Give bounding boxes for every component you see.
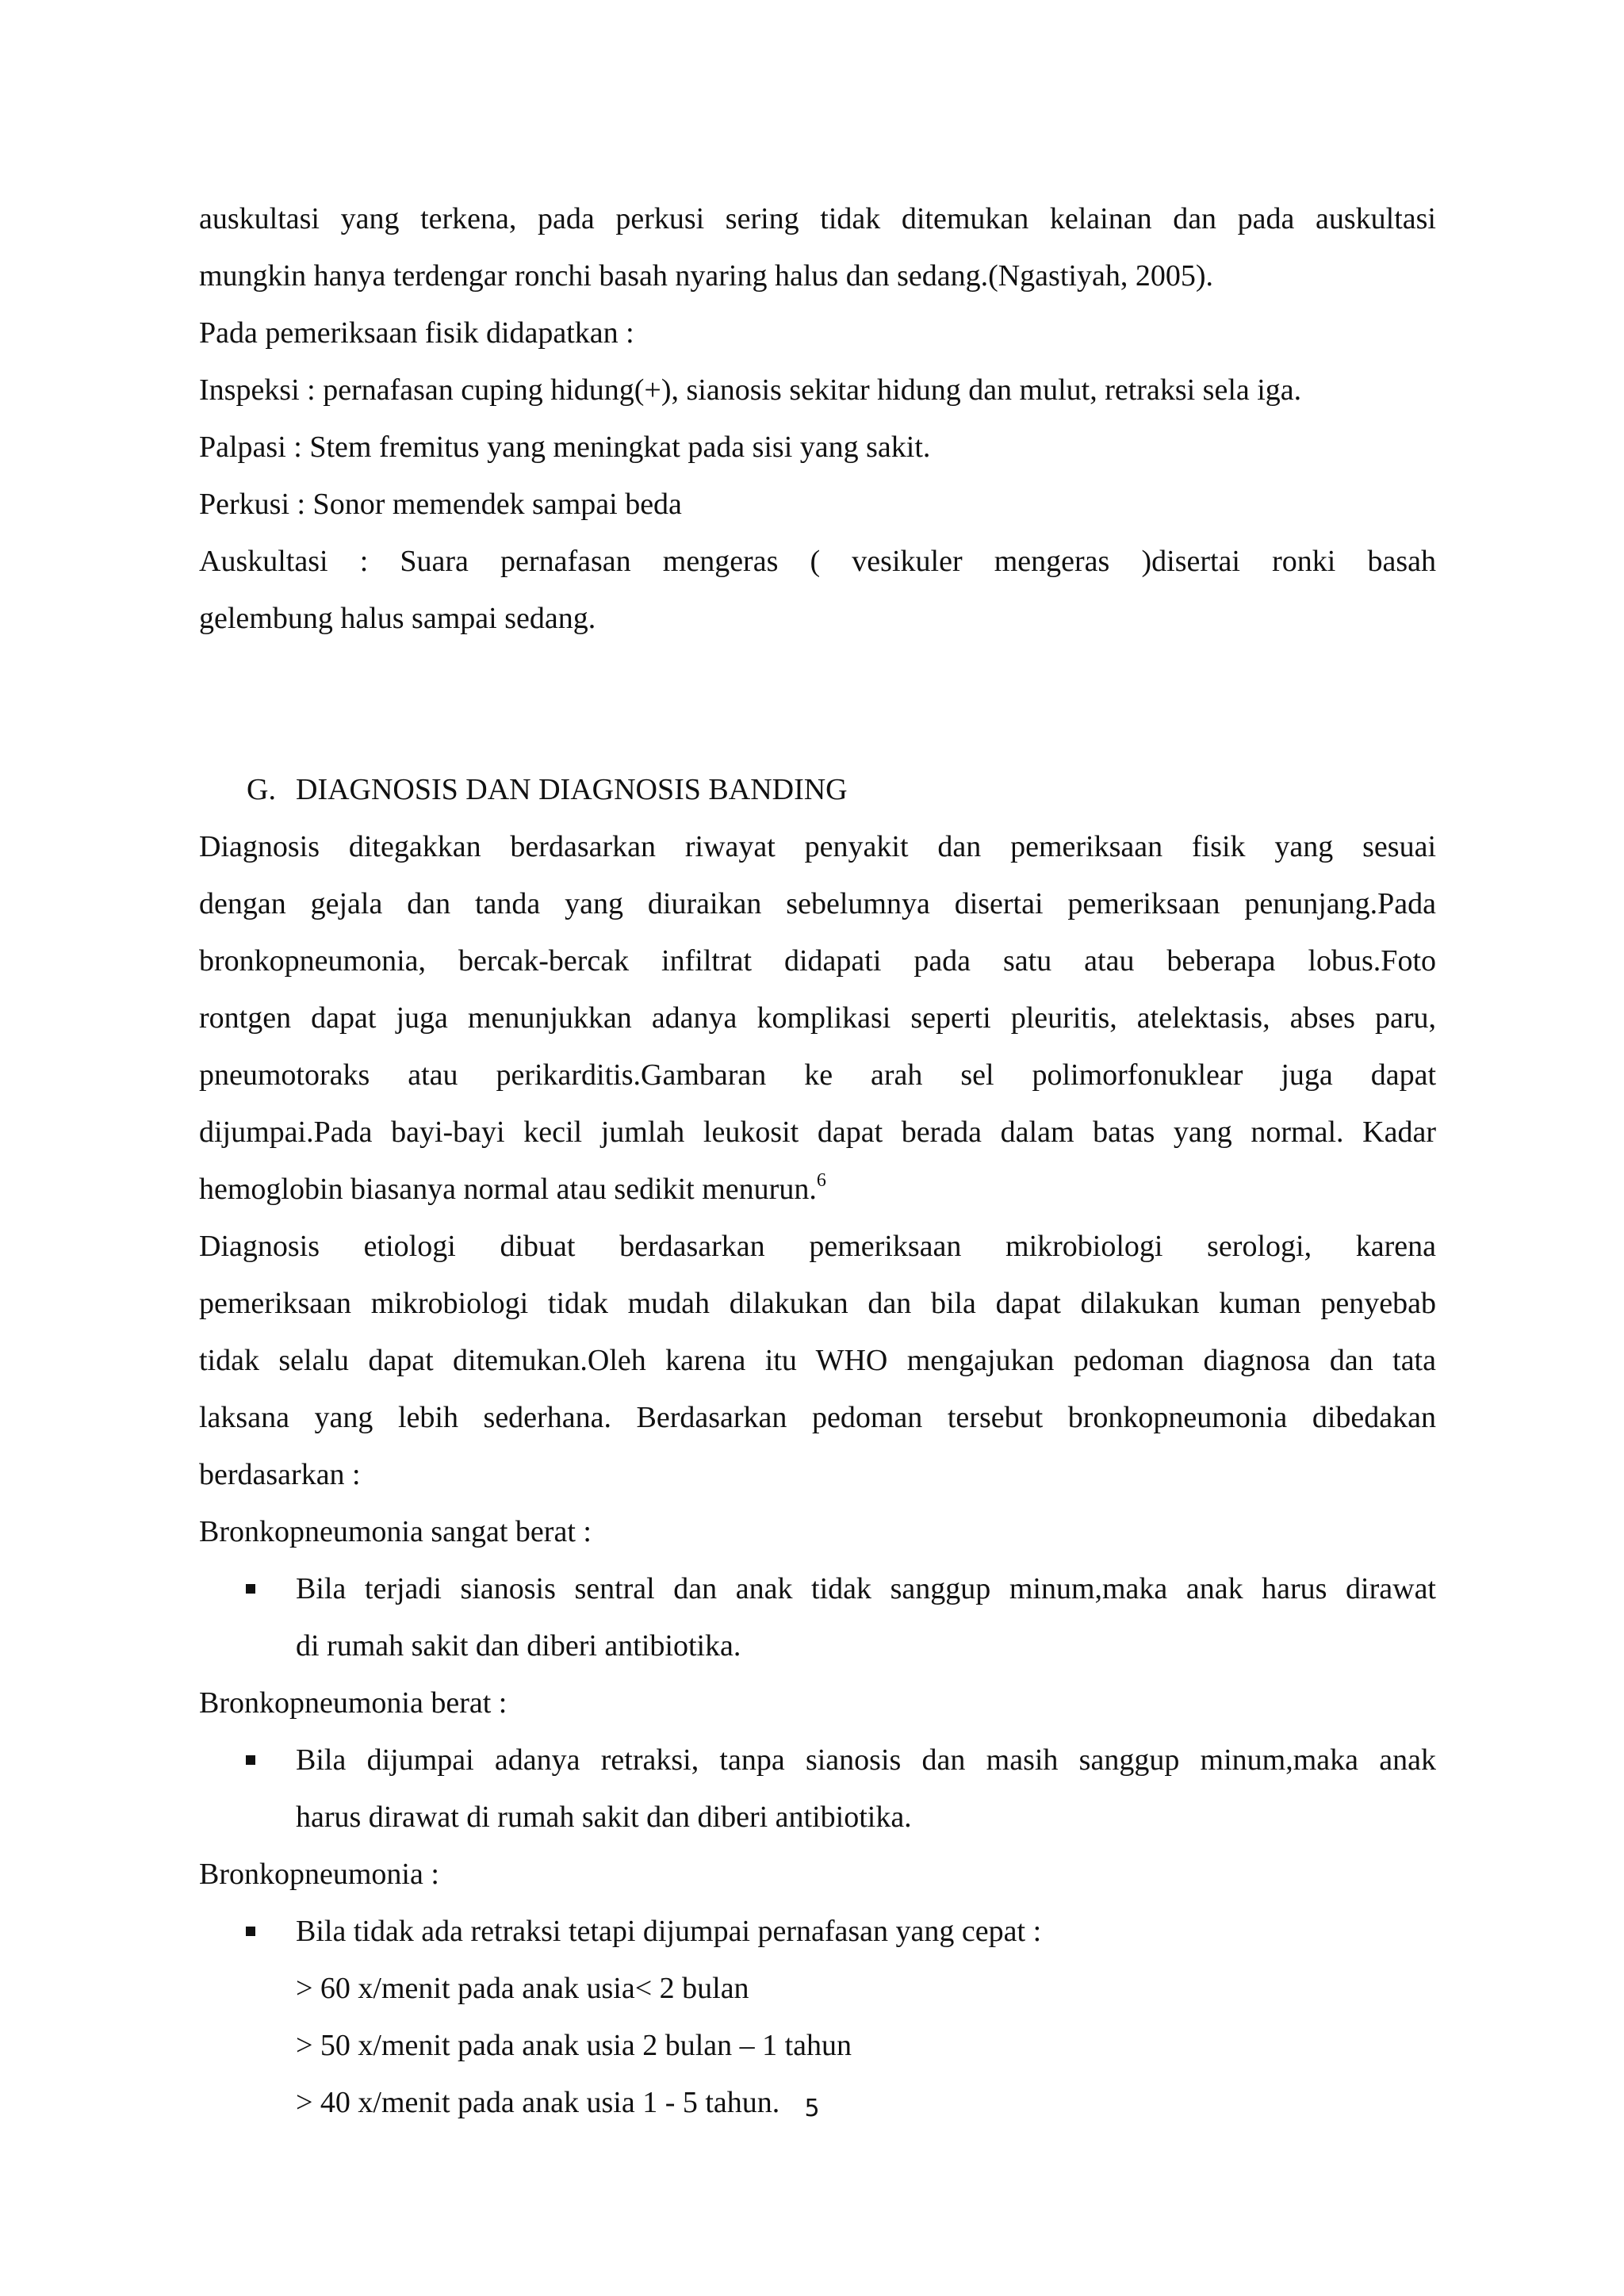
text-line: gelembung halus sampai sedang. [199,602,596,635]
diagnosis-paragraph [199,818,1436,1218]
text-line: Bila terjadi sianosis sentral dan anak tidak sanggup minum,maka anak harus dirawat [296,1572,1436,1605]
text-line: tidak selalu dapat ditemukan.Oleh karena itu WHO mengajukan pedoman diagnosa dan tata [199,1344,1436,1377]
text-line: dengan gejala dan tanda yang diuraikan sebelumnya disertai pemeriksaan penunjang.Pada [199,887,1436,920]
text-line: dijumpai.Pada bayi-bayi kecil jumlah leukosit dapat berada dalam batas yang normal. Kadar [199,1115,1436,1149]
section-title: DIAGNOSIS DAN DIAGNOSIS BANDING [296,773,848,806]
text-line: > 40 x/menit pada anak usia 1 - 5 tahun. [296,2086,780,2119]
text-line: pemeriksaan mikrobiologi tidak mudah dilakukan dan bila dapat dilakukan kuman penyebab [199,1287,1436,1320]
text-line: di rumah sakit dan diberi antibiotika. [296,1629,741,1663]
text-line: mungkin hanya terdengar ronchi basah nyaring halus dan sedang.(Ngastiyah, 2005). [199,259,1213,293]
text-line: Palpasi : Stem fremitus yang meningkat pada sisi yang sakit. [199,430,931,464]
text-line [199,1161,1436,1218]
bullet-item [246,1732,1436,1846]
text-line: Inspeksi : pernafasan cuping hidung(+), sianosis sekitar hidung dan mulut, retraksi sela iga. [199,373,1302,407]
text-line: harus dirawat di rumah sakit dan diberi antibiotika. [296,1800,912,1834]
page-number: 5 [804,2095,820,2122]
category-label [199,1503,1436,1560]
bullet-item [246,1560,1436,1674]
category-label-text: Bronkopneumonia berat : [199,1686,508,1720]
etiology-paragraph [199,1218,1436,1503]
text-line: pneumotoraks atau perikarditis.Gambaran ke arah sel polimorfonuklear juga dapat [199,1058,1436,1092]
text-line: > 60 x/menit pada anak usia< 2 bulan [296,1972,749,2005]
text-line: Auskultasi : Suara pernafasan mengeras ( vesikuler mengeras )disertai ronki basah [199,545,1436,578]
footnote-ref: 6 [816,1170,826,1191]
text-line: Bila dijumpai adanya retraksi, tanpa sianosis dan masih sanggup minum,maka anak [296,1743,1436,1777]
text-line: Diagnosis etiologi dibuat berdasarkan pemeriksaan mikrobiologi serologi, karena [199,1230,1436,1263]
text-line: > 50 x/menit pada anak usia 2 bulan – 1 tahun [296,2029,852,2062]
text-line: Perkusi : Sonor memendek sampai beda [199,488,682,521]
text-line: auskultasi yang terkena, pada perkusi sering tidak ditemukan kelainan dan pada auskultasi [199,202,1436,235]
text-line: rontgen dapat juga menunjukkan adanya komplikasi seperti pleuritis, atelektasis, abses paru, [199,1001,1436,1035]
text-line: Pada pemeriksaan fisik didapatkan : [199,316,634,350]
text-fragment: hemoglobin biasanya normal atau sedikit menurun. [199,1173,817,1206]
category-label [199,1674,1436,1732]
section-letter: G. [247,773,276,806]
text-line: bronkopneumonia, bercak-bercak infiltrat didapati pada satu atau beberapa lobus.Foto [199,944,1436,978]
square-bullet-icon [246,1927,255,1936]
category-label-text: Bronkopneumonia : [199,1858,439,1891]
category-label [199,1846,1436,1903]
text-line: berdasarkan : [199,1458,361,1491]
top-paragraphs [199,190,1436,647]
bullet-text [296,1560,1436,1674]
text-line: laksana yang lebih sederhana. Berdasarkan pedoman tersebut bronkopneumonia dibedakan [199,1401,1436,1434]
square-bullet-icon [246,1584,255,1594]
category-label-text: Bronkopneumonia sangat berat : [199,1515,592,1548]
square-bullet-icon [246,1755,255,1765]
bullet-text [296,1732,1436,1846]
text-line: Bila tidak ada retraksi tetapi dijumpai pernafasan yang cepat : [296,1915,1042,1948]
section-heading [247,761,848,818]
text-line: Diagnosis ditegakkan berdasarkan riwayat penyakit dan pemeriksaan fisik yang sesuai [199,830,1436,863]
